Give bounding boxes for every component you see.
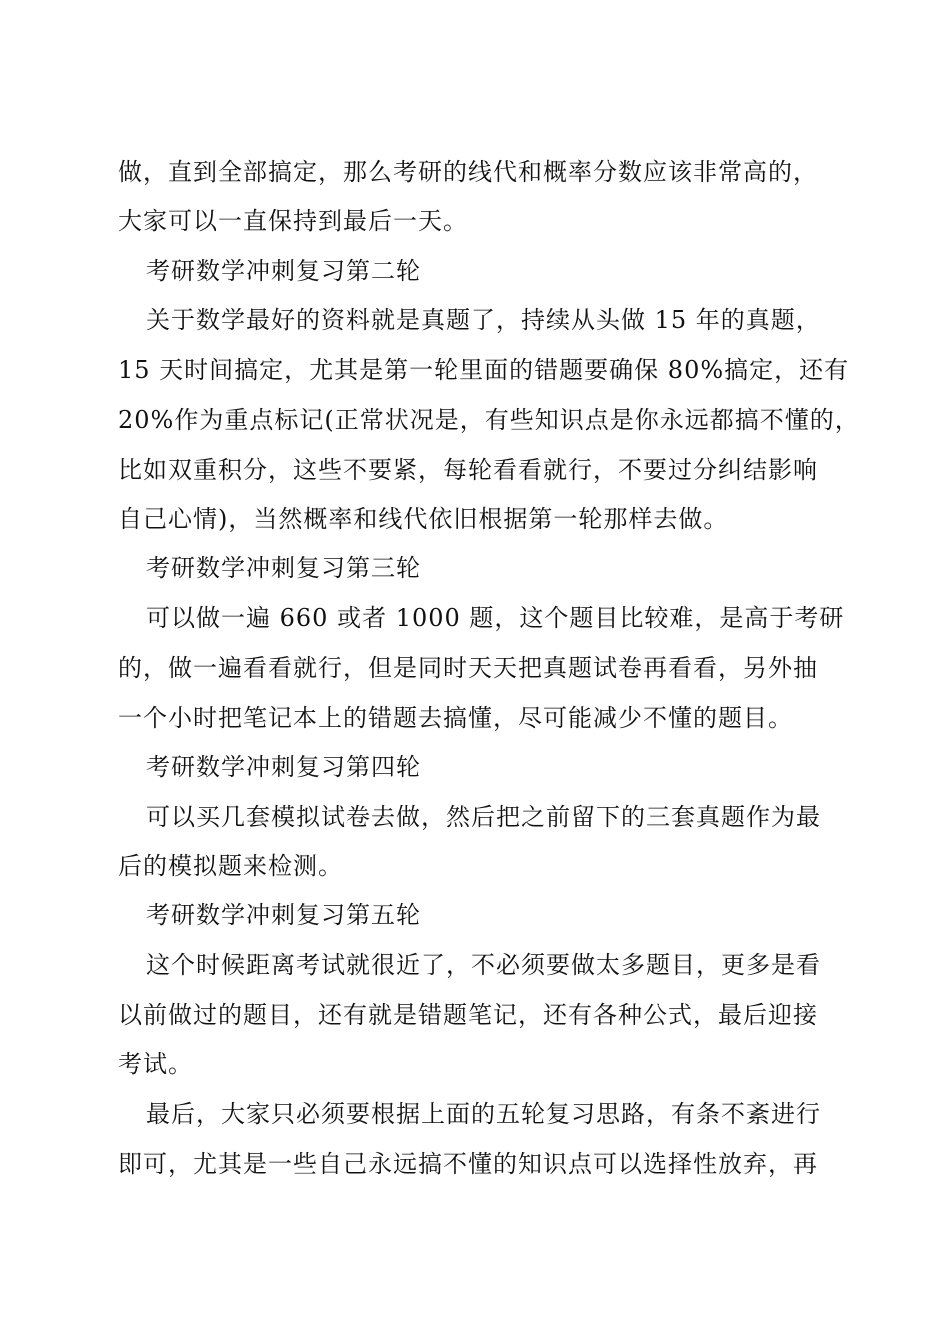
- section-heading: 考研数学冲刺复习第四轮: [146, 753, 421, 781]
- text-line: 比如双重积分，这些不要紧，每轮看看就行，不要过分纠结影响: [118, 456, 818, 484]
- text-line: 15 天时间搞定，尤其是第一轮里面的错题要确保 80%搞定，还有: [118, 356, 850, 384]
- text-line: 大家可以一直保持到最后一天。: [118, 207, 468, 235]
- text-line: 20%作为重点标记(正常状况是，有些知识点是你永远都搞不懂的，: [118, 406, 860, 434]
- text-line: 可以做一遍 660 或者 1000 题，这个题目比较难，是高于考研: [146, 604, 845, 632]
- text-line: 自己心情)，当然概率和线代依旧根据第一轮那样去做。: [118, 505, 729, 533]
- text-line: 做，直到全部搞定，那么考研的线代和概率分数应该非常高的，: [118, 158, 818, 186]
- text-line: 以前做过的题目，还有就是错题笔记，还有各种公式，最后迎接: [118, 1001, 818, 1029]
- section-heading: 考研数学冲刺复习第五轮: [146, 901, 421, 929]
- text-line: 最后，大家只必须要根据上面的五轮复习思路，有条不紊进行: [146, 1100, 821, 1128]
- section-heading: 考研数学冲刺复习第二轮: [146, 257, 421, 285]
- text-line: 的，做一遍看看就行，但是同时天天把真题试卷再看看，另外抽: [118, 654, 818, 682]
- text-line: 可以买几套模拟试卷去做，然后把之前留下的三套真题作为最: [146, 803, 821, 831]
- section-heading: 考研数学冲刺复习第三轮: [146, 554, 421, 582]
- text-line: 一个小时把笔记本上的错题去搞懂，尽可能减少不懂的题目。: [118, 704, 793, 732]
- text-line: 即可，尤其是一些自己永远搞不懂的知识点可以选择性放弃，再: [118, 1150, 818, 1178]
- text-line: 这个时候距离考试就很近了，不必须要做太多题目，更多是看: [146, 951, 821, 979]
- text-line: 考试。: [118, 1050, 193, 1078]
- text-line: 后的模拟题来检测。: [118, 852, 343, 880]
- text-line: 关于数学最好的资料就是真题了，持续从头做 15 年的真题，: [146, 306, 821, 334]
